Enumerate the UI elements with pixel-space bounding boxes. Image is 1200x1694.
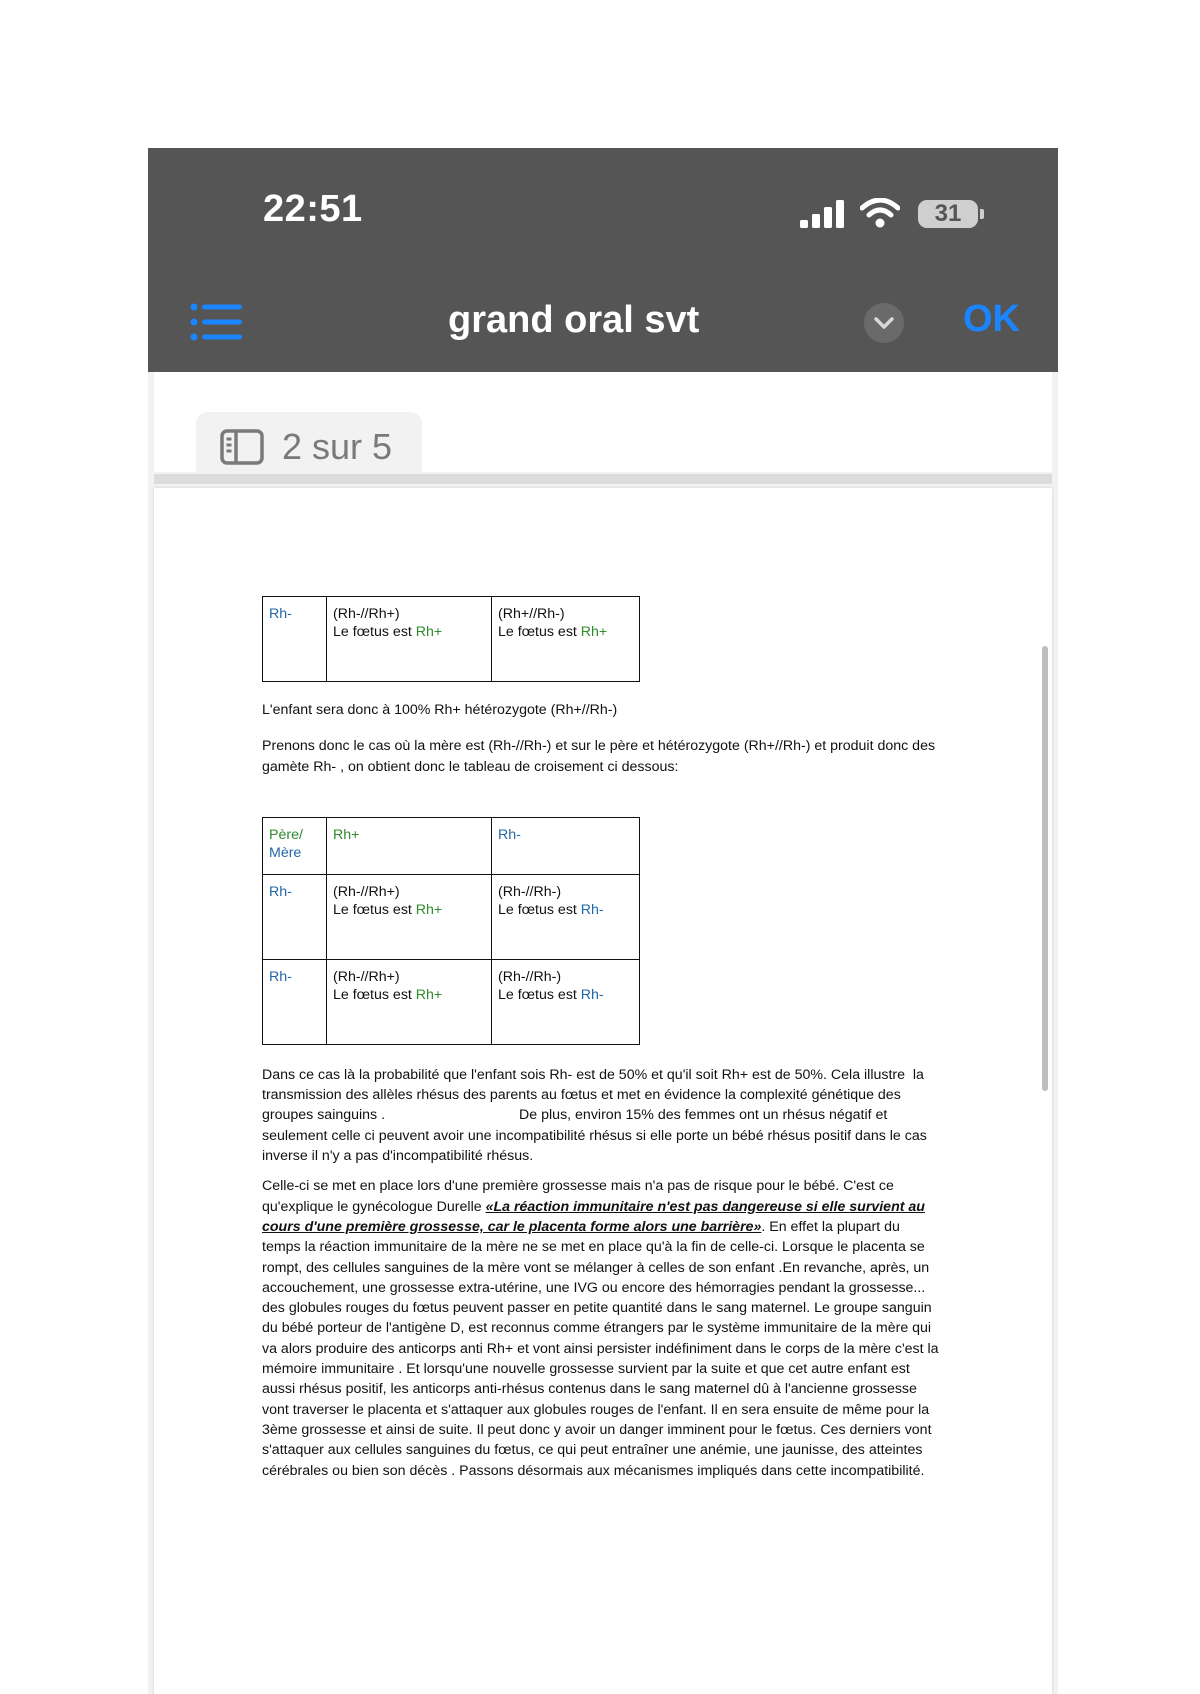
table-header-cell: Rh+ bbox=[327, 817, 492, 874]
paragraph: Dans ce cas là la probabilité que l'enfant sois Rh- est de 50% et qu'il soit Rh+ est de 50%. Cela illustre la transmission des allèles rhésus des parents au fœtus et met en évidence la complexité génétique des groupes sainguins . De plus, environ 15% des femmes ont un rhésus négatif et seulement celle ci peuvent avoir une incompatibilité rhésus si elle porte un bébé rhésus positif dans le cas inverse il n'y a pas d'incompatibilité rhésus. bbox=[262, 1066, 931, 1165]
phenotype bbox=[498, 901, 633, 919]
genotype: (Rh-//Rh-) bbox=[498, 968, 562, 985]
rh-value: Rh+ bbox=[580, 624, 608, 640]
rh-value: Rh+ bbox=[415, 624, 443, 640]
table-row bbox=[263, 597, 640, 682]
phenotype-label: Le fœtus est bbox=[333, 986, 416, 1003]
chevron-down-icon[interactable] bbox=[864, 303, 904, 343]
phenotype-label: Le fœtus est bbox=[498, 901, 581, 918]
phenotype bbox=[333, 623, 485, 641]
rh-value: Rh- bbox=[580, 901, 604, 918]
phenotype bbox=[333, 901, 485, 919]
rh-value: Rh- bbox=[580, 986, 604, 1003]
rh-value: Rh+ bbox=[415, 986, 443, 1003]
paragraph: Prenons donc le cas où la mère est (Rh-//Rh-) et sur le père et hétérozygote (Rh+//Rh-) et produit donc des gamète Rh- , on obtient donc le tableau de croisement ci dessous: bbox=[262, 738, 936, 775]
paragraph bbox=[262, 1176, 942, 1480]
phenotype-label: Le fœtus est bbox=[333, 901, 416, 918]
phenotype-label: Le fœtus est bbox=[333, 624, 416, 640]
page-indicator[interactable] bbox=[196, 412, 422, 482]
paragraph-text: Celle-ci se met en place lors d'une première grossesse mais n'a pas de risque pour le bébé. C'est ce qu'explique le gynécologue Durelle bbox=[262, 1178, 894, 1215]
table-cell bbox=[492, 874, 640, 959]
battery-icon: 31 bbox=[918, 200, 978, 228]
table-header-cell: Rh- bbox=[492, 817, 640, 874]
paragraph: L'enfant sera donc à 100% Rh+ hétérozygote (Rh+//Rh-) bbox=[262, 702, 618, 718]
phenotype bbox=[498, 986, 633, 1004]
sidebar-icon bbox=[220, 429, 264, 465]
table-cell bbox=[327, 874, 492, 959]
header-line: Mère bbox=[269, 844, 302, 861]
page-divider bbox=[154, 474, 1052, 484]
table-cell: Rh- bbox=[263, 597, 327, 682]
genotype: (Rh-//Rh-) bbox=[498, 883, 562, 900]
phenotype bbox=[333, 986, 485, 1004]
signal-icon bbox=[800, 200, 846, 228]
scrollbar[interactable] bbox=[1042, 646, 1048, 1091]
quote: «La réaction immunitaire n'est pas dangereuse si elle survient au cours d'une première grossesse, car le placenta forme alors une barrière» bbox=[262, 1198, 925, 1235]
document-page[interactable] bbox=[154, 488, 1052, 1694]
table-row bbox=[263, 874, 640, 959]
page-indicator-label: 2 sur 5 bbox=[282, 426, 393, 467]
phenotype-label: Le fœtus est bbox=[498, 986, 581, 1003]
page-content bbox=[262, 596, 942, 1481]
cross-table-2 bbox=[262, 817, 640, 1045]
table-cell bbox=[327, 597, 492, 682]
table-cell: Rh- bbox=[263, 959, 327, 1044]
genotype: (Rh-//Rh+) bbox=[333, 606, 400, 622]
header-line: Père/ bbox=[269, 826, 303, 843]
cross-table-1 bbox=[262, 596, 640, 682]
genotype: (Rh+//Rh-) bbox=[498, 606, 565, 622]
list-icon[interactable] bbox=[190, 303, 242, 341]
phenotype bbox=[498, 623, 633, 641]
table-header-row bbox=[263, 817, 640, 874]
paragraph-text: . En effet la plupart du temps la réaction immunitaire de la mère ne se met en place qu'à la fin de celle-ci. Lorsque le placenta se rompt, des cellules sanguines de la mère vont se mélanger à celles de son enfant .En revanche, après, un accouchement, une grossesse extra-utérine, une IVG ou encore des hémorragies pendant la grossesse... des globules rouges du fœtus peuvent passer en petite quantité dans le sang maternel. Le groupe sanguin du bébé porteur de l'antigène D, est reconnus comme étrangers par le système immunitaire de la mère qui va alors produire des anticorps anti Rh+ et vont ainsi persister indéfiniment dans le corps de la mère c'est la mémoire immunitaire . Et lorsqu'une nouvelle grossesse survient par la suite et que cet autre enfant est aussi rhésus positif, les anticorps anti-rhésus contenus dans le sang maternel dû à l'ancienne grossesse vont traverser le placenta et s'attaquer aux globules rouges de l'enfant. Il en sera ensuite de même pour la 3ème grossesse et ainsi de suite. Il peut donc y avoir un danger imminent pour le fœtus. Ces derniers vont s'attaquer aux cellules sanguines du fœtus, ce qui peut entraîner une anémie, une jaunisse, des atteintes cérébrales ou bien son décès . Passons désormais aux mécanismes impliqués dans cette incompatibilité. bbox=[262, 1218, 939, 1479]
phenotype-label: Le fœtus est bbox=[498, 624, 581, 640]
top-bar bbox=[148, 148, 1058, 372]
genotype: (Rh-//Rh+) bbox=[333, 883, 400, 900]
rh-value: Rh+ bbox=[415, 901, 443, 918]
table-cell bbox=[327, 959, 492, 1044]
table-header-cell bbox=[263, 817, 327, 874]
table-cell bbox=[492, 597, 640, 682]
battery-tip bbox=[980, 209, 984, 219]
phone-screen bbox=[148, 148, 1058, 1694]
table-cell: Rh- bbox=[263, 874, 327, 959]
document-title[interactable]: grand oral svt bbox=[448, 299, 700, 341]
table-row bbox=[263, 959, 640, 1044]
status-time: 22:51 bbox=[263, 188, 363, 230]
table-cell bbox=[492, 959, 640, 1044]
done-button[interactable]: OK bbox=[963, 298, 1020, 340]
genotype: (Rh-//Rh+) bbox=[333, 968, 400, 985]
wifi-icon bbox=[860, 198, 900, 228]
